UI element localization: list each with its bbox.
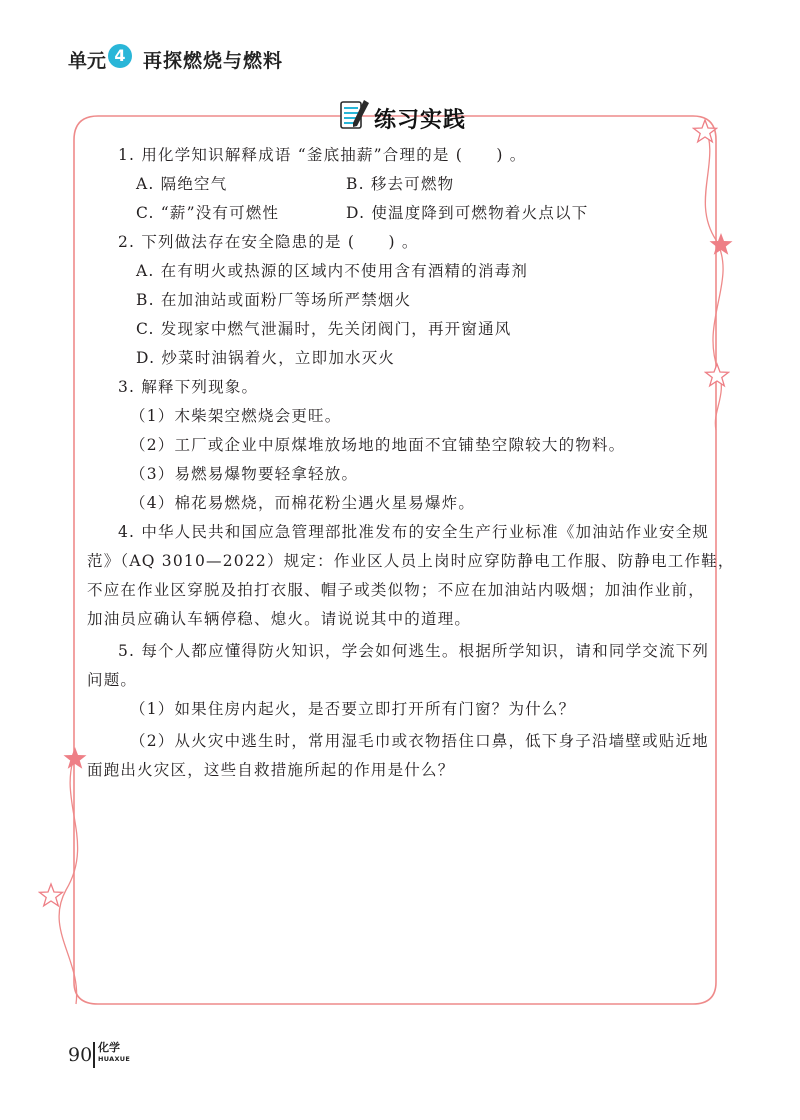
question-3-stem: 3. 解释下列现象。 (118, 378, 259, 396)
question-1-option-d: D. 使温度降到可燃物着火点以下 (346, 204, 589, 222)
question-2-option-c: C. 发现家中燃气泄漏时，先关闭阀门，再开窗通风 (136, 320, 512, 338)
unit-title: 再探燃烧与燃料 (143, 50, 284, 72)
question-2-option-b: B. 在加油站或面粉厂等场所严禁烟火 (136, 291, 412, 309)
star-icon (708, 231, 734, 257)
question-2-option-d: D. 炒菜时油锅着火，立即加水灭火 (136, 349, 396, 367)
question-4-line-1: 4. 中华人民共和国应急管理部批准发布的安全生产行业标准《加油站作业安全规 (118, 523, 710, 541)
question-1-option-c: C. “薪”没有可燃性 (136, 204, 280, 222)
star-icon (704, 362, 730, 388)
footer-subject: 化学 (98, 1041, 120, 1054)
question-2-option-a: A. 在有明火或热源的区域内不使用含有酒精的消毒剂 (136, 262, 529, 280)
question-3-part-1: （1）木柴架空燃烧会更旺。 (130, 407, 342, 425)
footer-divider (93, 1042, 95, 1068)
question-2-stem: 2. 下列做法存在安全隐患的是 ( ) 。 (118, 233, 419, 251)
question-5-line-2: 问题。 (87, 671, 138, 689)
question-5-line-1: 5. 每个人都应懂得防火知识，学会如何逃生。根据所学知识，请和同学交流下列 (118, 642, 710, 660)
page-number: 90 (68, 1044, 93, 1066)
star-icon (692, 118, 718, 144)
question-3-part-4: （4）棉花易燃烧，而棉花粉尘遇火星易爆炸。 (130, 494, 476, 512)
section-title: 练习实践 (374, 108, 467, 133)
question-4-line-2: 范》（AQ 3010—2022）规定：作业区人员上岗时应穿防静电工作服、防静电工作鞋， (87, 552, 735, 570)
question-1-stem: 1. 用化学知识解释成语 “釜底抽薪”合理的是 ( ) 。 (118, 146, 527, 164)
question-4-line-4: 加油员应确认车辆停稳、熄火。请说说其中的道理。 (87, 610, 472, 628)
unit-label: 单元 (68, 50, 107, 72)
question-5-part-2-line-2: 面跑出火灾区，这些自救措施所起的作用是什么？ (87, 761, 455, 779)
notebook-pencil-icon (338, 96, 372, 132)
footer-subject-pinyin: HUAXUE (98, 1055, 131, 1063)
question-5-part-1: （1）如果住房内起火，是否要立即打开所有门窗？为什么？ (130, 700, 576, 718)
question-1-option-a: A. 隔绝空气 (136, 175, 228, 193)
question-1-option-b: B. 移去可燃物 (346, 175, 455, 193)
question-5-part-2-line-1: （2）从火灾中逃生时，常用湿毛巾或衣物捂住口鼻，低下身子沿墙壁或贴近地 (130, 732, 709, 750)
star-icon (62, 745, 88, 771)
question-3-part-3: （3）易燃易爆物要轻拿轻放。 (130, 465, 359, 483)
star-icon (38, 882, 64, 908)
question-3-part-2: （2）工厂或企业中原煤堆放场地的地面不宜铺垫空隙较大的物料。 (130, 436, 626, 454)
unit-number-badge: 4 (108, 44, 132, 68)
question-4-line-3: 不应在作业区穿脱及拍打衣服、帽子或类似物；不应在加油站内吸烟；加油作业前， (87, 581, 705, 599)
